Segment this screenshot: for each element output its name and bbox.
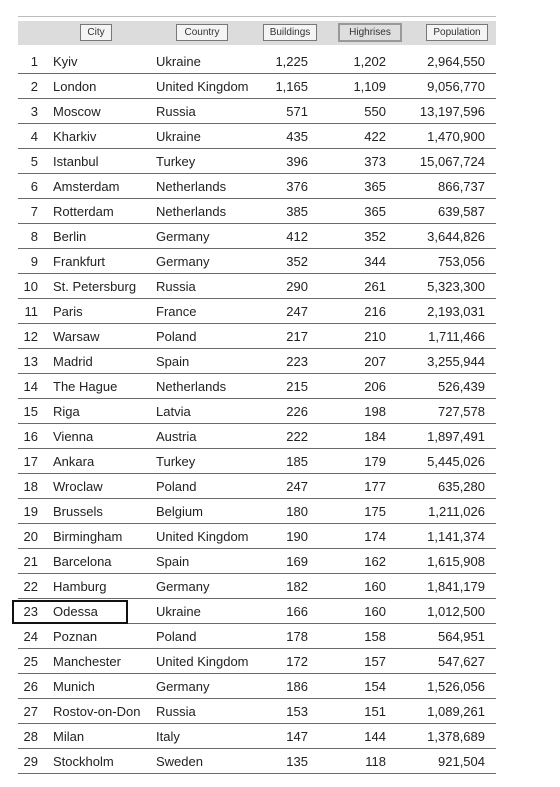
country-cell: Russia	[156, 704, 196, 719]
highrises-cell: 144	[364, 729, 386, 744]
highrises-cell: 160	[364, 579, 386, 594]
city-cell: Vienna	[53, 429, 94, 444]
city-cell: Munich	[53, 679, 95, 694]
highrises-cell: 157	[364, 654, 386, 669]
rank-cell: 13	[23, 354, 38, 369]
table-row	[18, 524, 496, 549]
city-cell: Brussels	[53, 504, 103, 519]
highrises-cell: 550	[364, 104, 386, 119]
rank-cell: 11	[24, 304, 38, 319]
buildings-cell: 178	[286, 629, 308, 644]
city-cell: Berlin	[53, 229, 87, 244]
rank-cell: 21	[23, 554, 38, 569]
country-cell: United Kingdom	[156, 79, 249, 94]
city-cell: Kharkiv	[53, 129, 97, 144]
buildings-cell: 186	[286, 679, 308, 694]
table-row	[18, 224, 496, 249]
population-cell: 1,841,179	[427, 579, 485, 594]
city-cell: Manchester	[53, 654, 121, 669]
table-row	[18, 74, 496, 99]
population-cell: 15,067,724	[419, 154, 485, 169]
table-row	[18, 699, 496, 724]
highrises-cell: 151	[364, 704, 386, 719]
buildings-cell: 226	[286, 404, 308, 419]
population-cell: 9,056,770	[427, 79, 485, 94]
highrises-cell: 373	[364, 154, 386, 169]
country-cell: Russia	[156, 104, 196, 119]
rank-cell: 27	[23, 704, 38, 719]
table-row	[18, 724, 496, 749]
rank-cell: 19	[23, 504, 38, 519]
city-cell: Ankara	[53, 454, 95, 469]
rank-cell: 22	[23, 579, 38, 594]
buildings-cell: 147	[286, 729, 308, 744]
highrises-cell: 207	[364, 354, 386, 369]
rank-cell: 8	[30, 229, 38, 244]
buildings-cell: 166	[286, 604, 308, 619]
city-cell: Birmingham	[53, 529, 123, 544]
highrises-cell: 1,202	[353, 54, 386, 69]
table-row	[18, 424, 496, 449]
country-cell: Poland	[156, 629, 197, 644]
buildings-cell: 435	[286, 129, 308, 144]
rank-cell: 1	[30, 54, 38, 69]
rank-cell: 18	[23, 479, 38, 494]
rank-cell: 24	[23, 629, 38, 644]
rank-cell: 4	[30, 129, 38, 144]
rank-cell: 16	[23, 429, 38, 444]
highrises-cell: 210	[364, 329, 386, 344]
population-cell: 13,197,596	[419, 104, 485, 119]
city-cell: Stockholm	[53, 754, 114, 769]
buildings-cell: 396	[286, 154, 308, 169]
table-row	[18, 499, 496, 524]
table-row	[18, 574, 496, 599]
highrises-cell: 352	[364, 229, 386, 244]
population-cell: 1,012,500	[427, 604, 485, 619]
table-row	[18, 549, 496, 574]
rank-cell: 14	[23, 379, 38, 394]
buildings-cell: 247	[286, 304, 308, 319]
population-cell: 547,627	[438, 654, 485, 669]
highrises-cell: 365	[364, 179, 386, 194]
rank-cell: 28	[23, 729, 38, 744]
rank-cell: 3	[30, 104, 38, 119]
highrises-cell: 365	[364, 204, 386, 219]
population-cell: 1,711,466	[428, 329, 485, 344]
city-cell: Paris	[53, 304, 83, 319]
city-cell: Odessa	[53, 604, 98, 619]
population-cell: 1,378,689	[427, 729, 485, 744]
population-cell: 5,323,300	[427, 279, 485, 294]
table-row	[18, 324, 496, 349]
country-cell: Russia	[156, 279, 196, 294]
rank-cell: 5	[30, 154, 38, 169]
population-cell: 3,644,826	[427, 229, 485, 244]
buildings-cell: 1,165	[275, 79, 308, 94]
buildings-cell: 190	[286, 529, 308, 544]
city-cell: The Hague	[53, 379, 118, 394]
rank-cell: 6	[30, 179, 38, 194]
buildings-cell: 185	[286, 454, 308, 469]
population-cell: 866,737	[438, 179, 485, 194]
country-cell: Spain	[156, 554, 190, 569]
country-cell: France	[156, 304, 197, 319]
table-header-row	[18, 21, 496, 45]
country-cell: Italy	[156, 729, 180, 744]
highrises-cell: 422	[364, 129, 386, 144]
highrises-cell: 184	[364, 429, 386, 444]
table-row	[18, 99, 496, 124]
population-cell: 1,141,374	[427, 529, 485, 544]
city-cell: London	[53, 79, 97, 94]
city-cell: Wroclaw	[53, 479, 103, 494]
highrises-cell: 158	[364, 629, 386, 644]
city-cell: Milan	[53, 729, 85, 744]
population-cell: 1,089,261	[427, 704, 485, 719]
country-cell: United Kingdom	[156, 529, 249, 544]
sort-buildings-button[interactable]: Buildings	[263, 24, 317, 41]
buildings-cell: 135	[286, 754, 308, 769]
buildings-cell: 172	[286, 654, 308, 669]
city-cell: Barcelona	[53, 554, 112, 569]
buildings-cell: 352	[286, 254, 308, 269]
country-cell: Sweden	[156, 754, 203, 769]
table-row	[18, 174, 496, 199]
buildings-cell: 222	[286, 429, 308, 444]
buildings-cell: 182	[286, 579, 308, 594]
country-cell: Poland	[156, 479, 197, 494]
country-cell: Spain	[156, 354, 190, 369]
rank-cell: 2	[30, 79, 38, 94]
population-cell: 3,255,944	[427, 354, 485, 369]
buildings-cell: 169	[286, 554, 308, 569]
population-cell: 2,193,031	[427, 304, 485, 319]
highrises-cell: 206	[364, 379, 386, 394]
table-row	[18, 749, 496, 774]
highrises-cell: 175	[364, 504, 386, 519]
rank-cell: 10	[23, 279, 38, 294]
country-cell: Ukraine	[156, 54, 201, 69]
city-cell: Warsaw	[53, 329, 100, 344]
country-cell: Turkey	[156, 154, 196, 169]
table-row	[18, 374, 496, 399]
city-highrise-table	[18, 0, 496, 787]
country-cell: Ukraine	[156, 129, 201, 144]
population-cell: 921,504	[438, 754, 485, 769]
buildings-cell: 215	[286, 379, 308, 394]
table-row	[18, 674, 496, 699]
city-cell: St. Petersburg	[53, 279, 137, 294]
rank-cell: 29	[23, 754, 38, 769]
population-cell: 2,964,550	[427, 54, 485, 69]
table-row	[18, 49, 496, 74]
rank-cell: 9	[30, 254, 38, 269]
buildings-cell: 1,225	[275, 54, 308, 69]
rank-cell: 7	[30, 204, 38, 219]
highrises-cell: 261	[364, 279, 386, 294]
highrises-cell: 154	[364, 679, 386, 694]
table-row	[18, 449, 496, 474]
population-cell: 727,578	[438, 404, 485, 419]
population-cell: 564,951	[438, 629, 485, 644]
country-cell: Germany	[156, 679, 210, 694]
highrises-cell: 1,109	[353, 79, 386, 94]
buildings-cell: 412	[286, 229, 308, 244]
country-cell: Germany	[156, 579, 210, 594]
city-cell: Amsterdam	[53, 179, 120, 194]
population-cell: 635,280	[438, 479, 485, 494]
country-cell: United Kingdom	[156, 654, 249, 669]
buildings-cell: 153	[286, 704, 308, 719]
country-cell: Netherlands	[156, 179, 227, 194]
country-cell: Netherlands	[156, 379, 227, 394]
highrises-cell: 174	[364, 529, 386, 544]
city-cell: Frankfurt	[53, 254, 106, 269]
population-cell: 1,526,056	[427, 679, 485, 694]
sort-highrises-button[interactable]: Highrises	[338, 23, 402, 42]
country-cell: Belgium	[156, 504, 203, 519]
population-cell: 1,615,908	[427, 554, 485, 569]
city-cell: Riga	[53, 404, 80, 419]
table-row	[18, 649, 496, 674]
population-cell: 753,056	[438, 254, 485, 269]
table-row	[18, 299, 496, 324]
country-cell: Latvia	[156, 404, 191, 419]
population-cell: 5,445,026	[427, 454, 485, 469]
sort-city-button[interactable]: City	[80, 24, 112, 41]
highrises-cell: 216	[364, 304, 386, 319]
population-cell: 526,439	[438, 379, 485, 394]
city-cell: Madrid	[53, 354, 93, 369]
buildings-cell: 247	[286, 479, 308, 494]
buildings-cell: 376	[286, 179, 308, 194]
rank-cell: 25	[23, 654, 38, 669]
buildings-cell: 217	[286, 329, 308, 344]
country-cell: Austria	[156, 429, 197, 444]
sort-population-button[interactable]: Population	[426, 24, 488, 41]
city-cell: Rostov-on-Don	[53, 704, 141, 719]
highrises-cell: 162	[364, 554, 386, 569]
buildings-cell: 223	[286, 354, 308, 369]
rank-cell: 15	[23, 404, 38, 419]
city-cell: Poznan	[53, 629, 98, 644]
table-top-rule	[18, 16, 496, 17]
rank-cell: 17	[23, 454, 38, 469]
city-cell: Hamburg	[53, 579, 107, 594]
highrises-cell: 177	[364, 479, 386, 494]
city-cell: Moscow	[53, 104, 101, 119]
highlight-box	[12, 600, 128, 624]
table-row	[18, 124, 496, 149]
sort-country-button[interactable]: Country	[176, 24, 228, 41]
highrises-cell: 118	[365, 754, 386, 769]
city-cell: Istanbul	[53, 154, 99, 169]
table-row	[18, 199, 496, 224]
city-cell: Kyiv	[53, 54, 78, 69]
country-cell: Poland	[156, 329, 197, 344]
population-cell: 639,587	[438, 204, 485, 219]
country-cell: Ukraine	[156, 604, 201, 619]
table-row	[18, 349, 496, 374]
city-cell: Rotterdam	[53, 204, 114, 219]
population-cell: 1,470,900	[427, 129, 485, 144]
buildings-cell: 180	[286, 504, 308, 519]
highrises-cell: 198	[364, 404, 386, 419]
buildings-cell: 385	[286, 204, 308, 219]
buildings-cell: 290	[286, 279, 308, 294]
highrises-cell: 344	[364, 254, 386, 269]
country-cell: Germany	[156, 254, 210, 269]
country-cell: Germany	[156, 229, 210, 244]
table-row	[18, 149, 496, 174]
highrises-cell: 179	[364, 454, 386, 469]
table-row	[18, 474, 496, 499]
population-cell: 1,897,491	[427, 429, 485, 444]
rank-cell: 23	[23, 604, 38, 619]
country-cell: Netherlands	[156, 204, 227, 219]
table-row	[18, 624, 496, 649]
highrises-cell: 160	[364, 604, 386, 619]
country-cell: Turkey	[156, 454, 196, 469]
population-cell: 1,211,026	[428, 504, 485, 519]
table-row	[18, 399, 496, 424]
rank-cell: 20	[23, 529, 38, 544]
buildings-cell: 571	[286, 104, 308, 119]
table-row	[18, 249, 496, 274]
rank-cell: 26	[23, 679, 38, 694]
table-row	[18, 274, 496, 299]
rank-cell: 12	[23, 329, 38, 344]
